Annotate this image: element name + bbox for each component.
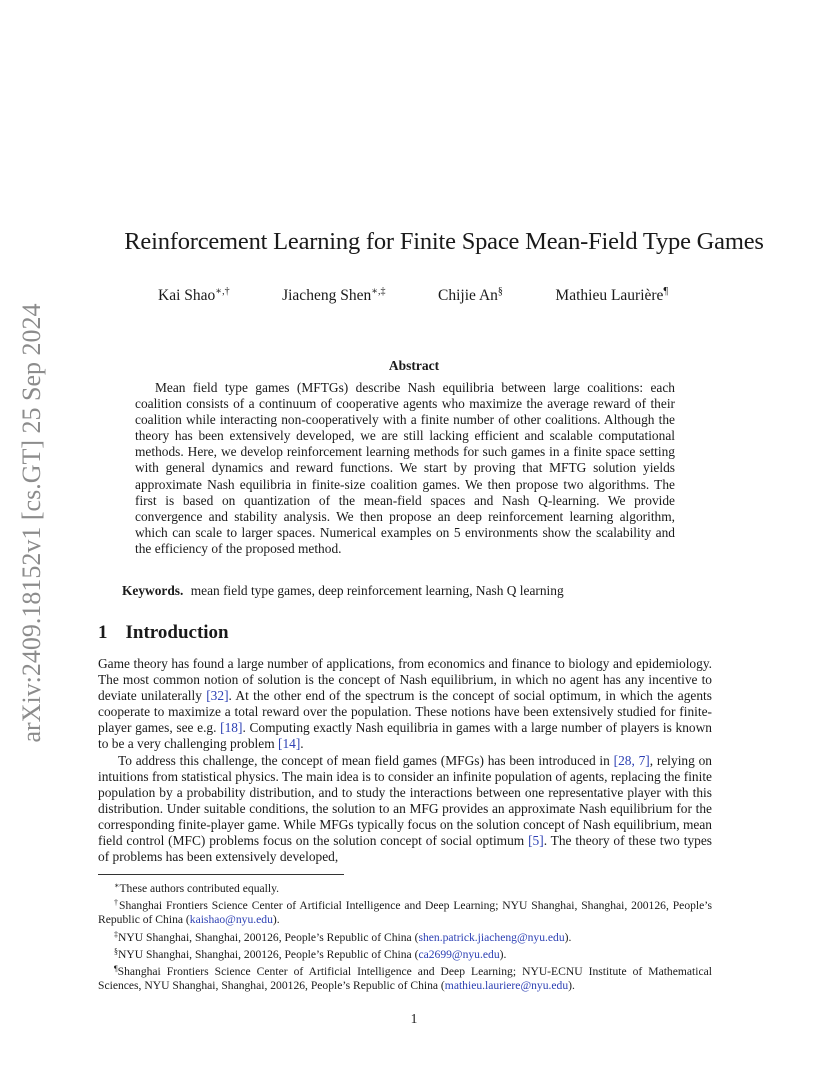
- footnote: §NYU Shanghai, Shanghai, 200126, People’s Republic of China (ca2699@nyu.edu).: [114, 946, 507, 961]
- footnote: ∗These authors contributed equally.: [114, 881, 280, 895]
- keywords-label: Keywords.: [122, 583, 184, 598]
- keywords-line: [122, 583, 564, 599]
- citation-link[interactable]: [14]: [277, 736, 301, 752]
- paragraph: Game theory has found a large number of applications, from economics and finance to biology and epidemiology. The most common notion of solution is the concept of Nash equilibrium, in which no agent has any incentive to deviate unilaterally [32]. At the other end of the spectrum is the concept of social optimum, in which the agents cooperate to maximize a total reward over the population. These notions have been extensively studied for finite-player games, see e.g. [18]. Computing exactly Nash equilibria in games with a large number of players is known to be a very challenging problem [14].: [98, 656, 712, 752]
- email-link[interactable]: ca2699@nyu.edu: [418, 947, 500, 961]
- citation-link[interactable]: [28, 7]: [613, 752, 650, 768]
- author-name: Jiacheng Shen∗,‡: [282, 286, 386, 304]
- author-list: [158, 286, 668, 305]
- page-number: 1: [410, 1011, 418, 1026]
- email-link[interactable]: shen.patrick.jiacheng@nyu.edu: [418, 930, 565, 944]
- email-link[interactable]: mathieu.lauriere@nyu.edu: [444, 979, 569, 993]
- introduction-body: [98, 656, 712, 865]
- citation-link[interactable]: [32]: [206, 688, 229, 704]
- citation-link[interactable]: [18]: [220, 720, 243, 736]
- abstract-body: Mean field type games (MFTGs) describe Nash equilibria between large coalitions: each coalition consists of a continuum of cooperative agents who maximize the average reward of their coalition while interacting non-cooperatively with a finite number of other coalitions. Although the theory has been extensively developed, we are still lacking efficient and scalable computational methods. Here, we develop reinforcement learning methods for such games in a finite space setting with general dynamics and reward functions. We start by proving that MFTG solution yields approximate Nash equilibria in finite-size coalition games. We then propose two algorithms. The first is based on quantization of the mean-field spaces and Nash Q-learning. We provide convergence and stability analysis. We then propose an deep reinforcement learning algorithm, which can scale to larger spaces. Numerical examples on 5 environments show the scalability and the efficiency of the proposed method.: [135, 380, 675, 556]
- citation-link[interactable]: [5]: [528, 833, 544, 849]
- section-number: 1: [98, 622, 108, 643]
- abstract-heading: Abstract: [388, 358, 440, 373]
- footnotes: [98, 879, 712, 993]
- arxiv-identifier-stamp: arXiv:2409.18152v1 [cs.GT] 25 Sep 2024: [17, 303, 46, 743]
- section-title: Introduction: [125, 622, 229, 643]
- paragraph: To address this challenge, the concept of mean field games (MFGs) has been introduced in [28, 7], relying on intuitions from statistical physics. The main idea is to consider an infinite population of agents, replacing the finite population by a probability distribution, and to study the interactions between one representative player with this distribution. Under suitable conditions, the solution to an MFG provides an approximate Nash equilibrium for the corresponding finite-player game. While MFGs typically focus on the solution concept of Nash equilibrium, mean field control (MFC) problems focus on the solution concept of social optimum [5]. The theory of these two types of problems has been extensively developed,: [98, 752, 712, 865]
- author-name: Chijie An§: [438, 286, 503, 304]
- author-name: Kai Shao∗,†: [158, 286, 230, 304]
- paper-title: Reinforcement Learning for Finite Space Mean-Field Type Games: [124, 228, 764, 255]
- footnote: ‡NYU Shanghai, Shanghai, 200126, People’s Republic of China (shen.patrick.jiacheng@nyu.edu).: [114, 929, 572, 944]
- footnote: ¶Shanghai Frontiers Science Center of Artificial Intelligence and Deep Learning; NYU-ECNU Institute of Mathematical Sciences, NYU Shanghai, Shanghai, 200126, People’s Republic of China (mathieu.lauriere@nyu.edu).: [98, 964, 712, 993]
- footnote-divider: [98, 874, 344, 875]
- footnote: †Shanghai Frontiers Science Center of Artificial Intelligence and Deep Learning; NYU Shanghai, Shanghai, 200126, People’s Republic of China (kaishao@nyu.edu).: [98, 898, 713, 927]
- email-link[interactable]: kaishao@nyu.edu: [189, 913, 273, 927]
- section-heading: [98, 622, 229, 644]
- keywords-text: mean field type games, deep reinforcement learning, Nash Q learning: [190, 583, 564, 598]
- author-name: Mathieu Laurière¶: [555, 286, 668, 304]
